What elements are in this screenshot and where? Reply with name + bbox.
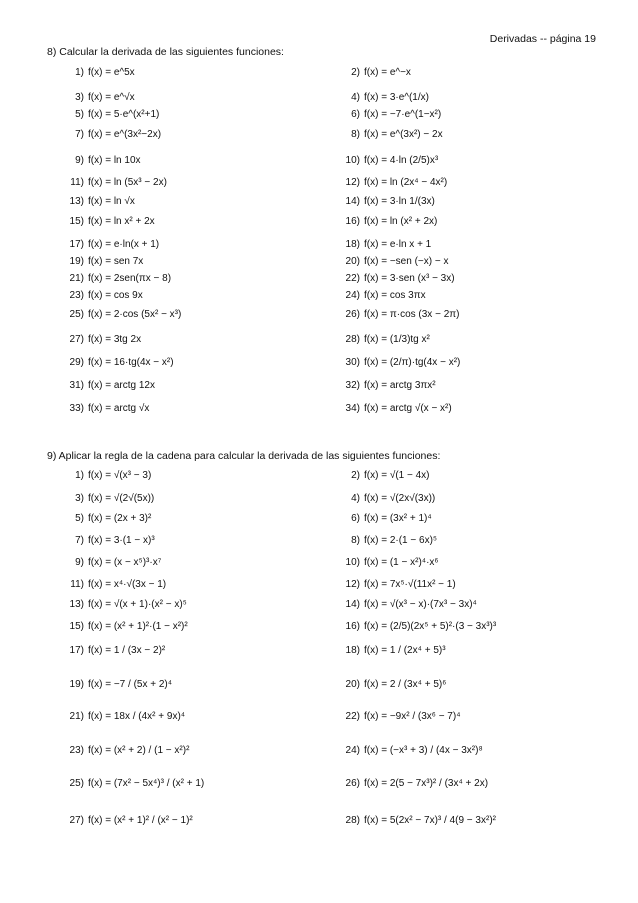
exercise-expression: f(x) = 2 / (3x⁴ + 5)⁶: [364, 679, 447, 690]
exercise-number: 6): [351, 513, 360, 524]
exercise-expression: f(x) = e·ln(x + 1): [88, 239, 160, 250]
exercise-item: [62, 273, 171, 285]
exercise-expression: f(x) = ln 10x: [88, 155, 141, 166]
exercise-item: [340, 239, 431, 251]
exercise-item: [340, 579, 456, 591]
exercise-expression: f(x) = (x² + 2) / (1 − x²)²: [88, 745, 190, 756]
exercise-number: 30): [345, 357, 360, 368]
exercise-item: [340, 645, 446, 657]
exercise-number: 16): [345, 216, 360, 227]
exercise-item: [62, 493, 154, 505]
exercise-number: 1): [75, 67, 84, 78]
exercise-expression: f(x) = −sen (−x) − x: [364, 256, 449, 267]
exercise-item: [340, 535, 437, 547]
exercise-item: [340, 273, 455, 285]
exercise-expression: f(x) = √(1 − 4x): [364, 470, 430, 481]
exercise-item: [62, 579, 166, 591]
exercise-item: [340, 67, 411, 79]
exercise-item: [340, 129, 443, 141]
exercise-number: 15): [69, 216, 84, 227]
exercise-expression: f(x) = 1 / (2x⁴ + 5)³: [364, 645, 446, 656]
exercise-number: 5): [75, 109, 84, 120]
exercise-item: [62, 513, 151, 525]
exercise-expression: f(x) = 7x⁵·√(11x² − 1): [364, 579, 456, 590]
exercise-expression: f(x) = 2·cos (5x² − x³): [88, 309, 182, 320]
exercise-expression: f(x) = (x − x⁵)³·x⁷: [88, 557, 162, 568]
exercise-item: [340, 621, 496, 633]
exercise-item: [340, 403, 452, 415]
exercise-number: 6): [351, 109, 360, 120]
exercise-expression: f(x) = ln x² + 2x: [88, 216, 155, 227]
exercise-expression: f(x) = −7·e^(1−x²): [364, 109, 442, 120]
exercise-number: 22): [345, 711, 360, 722]
exercise-expression: f(x) = (x² + 1)²·(1 − x²)²: [88, 621, 188, 632]
exercise-item: [62, 778, 204, 790]
exercise-expression: f(x) = 2(5 − 7x³)² / (3x⁴ + 2x): [364, 778, 489, 789]
exercise-expression: f(x) = x⁴·√(3x − 1): [88, 579, 167, 590]
exercise-number: 20): [345, 256, 360, 267]
exercise-expression: f(x) = √(2√(5x)): [88, 493, 155, 504]
exercise-number: 34): [345, 403, 360, 414]
exercise-item: [62, 129, 161, 141]
exercise-expression: f(x) = 16·tg(4x − x²): [88, 357, 174, 368]
exercise-expression: f(x) = arctg 3πx²: [364, 380, 436, 391]
exercise-item: [62, 380, 155, 392]
exercise-expression: f(x) = (2/π)·tg(4x − x²): [364, 357, 461, 368]
exercise-number: 18): [345, 239, 360, 250]
exercise-number: 19): [69, 679, 84, 690]
exercise-number: 11): [70, 177, 84, 188]
exercise-expression: f(x) = e^√x: [88, 92, 135, 103]
exercise-item: [62, 290, 143, 302]
exercise-item: [340, 711, 461, 723]
exercise-expression: f(x) = 18x / (4x² + 9x)⁴: [88, 711, 186, 722]
exercise-number: 13): [69, 599, 84, 610]
exercise-expression: f(x) = 5·e^(x²+1): [88, 109, 160, 120]
exercise-expression: f(x) = arctg 12x: [88, 380, 155, 391]
exercise-number: 29): [69, 357, 84, 368]
exercise-number: 33): [69, 403, 84, 414]
exercise-item: [62, 403, 149, 415]
exercise-expression: f(x) = ln (x² + 2x): [364, 216, 438, 227]
exercise-expression: f(x) = e^(3x²) − 2x: [364, 129, 443, 140]
exercise-number: 8): [351, 535, 360, 546]
exercise-number: 11): [70, 579, 84, 590]
exercise-number: 19): [69, 256, 84, 267]
exercise-expression: f(x) = (1 − x²)⁴·x⁶: [364, 557, 439, 568]
exercise-item: [62, 196, 135, 208]
exercise-expression: f(x) = ln (5x³ − 2x): [88, 177, 167, 188]
exercise-number: 16): [345, 621, 360, 632]
exercise-number: 31): [69, 380, 84, 391]
exercise-item: [340, 380, 436, 392]
exercise-item: [340, 290, 426, 302]
exercise-item: [340, 557, 439, 569]
exercise-item: [62, 109, 159, 121]
exercise-number: 20): [345, 679, 360, 690]
exercise-number: 14): [345, 196, 360, 207]
exercise-item: [340, 815, 496, 827]
exercise-expression: f(x) = 3tg 2x: [88, 334, 142, 345]
exercise-item: [62, 679, 172, 691]
exercise-number: 8): [351, 129, 360, 140]
exercise-item: [62, 621, 188, 633]
exercise-item: [340, 513, 432, 525]
exercise-number: 24): [345, 290, 360, 301]
exercise-number: 2): [351, 470, 360, 481]
exercise-expression: f(x) = 2·(1 − 6x)⁵: [364, 535, 438, 546]
exercise-item: [340, 177, 447, 189]
exercise-item: [340, 155, 438, 167]
exercise-item: [62, 599, 187, 611]
exercise-expression: f(x) = 5(2x² − 7x)³ / 4(9 − 3x²)²: [364, 815, 496, 826]
exercise-item: [340, 256, 448, 268]
exercise-item: [62, 815, 193, 827]
exercise-item: [340, 109, 441, 121]
exercise-expression: f(x) = 1 / (3x − 2)²: [88, 645, 166, 656]
exercise-number: 32): [345, 380, 360, 391]
exercise-number: 28): [345, 815, 360, 826]
exercise-expression: f(x) = e^−x: [364, 67, 411, 78]
exercise-number: 21): [69, 273, 84, 284]
exercise-item: [340, 778, 488, 790]
exercise-item: [340, 679, 446, 691]
exercise-expression: f(x) = (3x² + 1)⁴: [364, 513, 432, 524]
exercise-number: 3): [75, 92, 84, 103]
section-8-title: 8) Calcular la derivada de las siguientes funciones:: [47, 46, 284, 58]
exercise-item: [340, 216, 437, 228]
exercise-number: 12): [345, 177, 360, 188]
exercise-item: [340, 309, 459, 321]
exercise-item: [340, 470, 430, 482]
exercise-expression: f(x) = 2sen(πx − 8): [88, 273, 172, 284]
exercise-item: [340, 92, 429, 104]
exercise-item: [340, 493, 435, 505]
exercise-item: [62, 357, 174, 369]
exercise-expression: f(x) = √(x + 1)·(x² − x)⁵: [88, 599, 187, 610]
exercise-expression: f(x) = e^5x: [88, 67, 135, 78]
exercise-number: 2): [351, 67, 360, 78]
exercise-item: [340, 357, 460, 369]
exercise-item: [340, 196, 435, 208]
exercise-expression: f(x) = √(x³ − x)·(7x³ − 3x)⁴: [364, 599, 477, 610]
exercise-item: [62, 557, 161, 569]
exercise-number: 28): [345, 334, 360, 345]
exercise-expression: f(x) = (2x + 3)²: [88, 513, 152, 524]
exercise-expression: f(x) = ln √x: [88, 196, 135, 207]
exercise-number: 12): [345, 579, 360, 590]
exercise-number: 25): [69, 309, 84, 320]
exercise-number: 10): [345, 557, 360, 568]
exercise-expression: f(x) = e^(3x²−2x): [88, 129, 162, 140]
exercise-number: 17): [69, 239, 84, 250]
exercise-item: [62, 309, 181, 321]
exercise-item: [62, 256, 143, 268]
exercise-expression: f(x) = cos 9x: [88, 290, 143, 301]
exercise-item: [62, 470, 151, 482]
exercise-expression: f(x) = −9x² / (3x⁶ − 7)⁴: [364, 711, 461, 722]
exercise-number: 23): [69, 290, 84, 301]
exercise-expression: f(x) = −7 / (5x + 2)⁴: [88, 679, 173, 690]
exercise-item: [62, 155, 141, 167]
section-9-title: 9) Aplicar la regla de la cadena para calcular la derivada de las siguientes funciones:: [47, 450, 441, 462]
exercise-item: [340, 334, 430, 346]
exercise-item: [62, 239, 159, 251]
exercise-number: 25): [69, 778, 84, 789]
exercise-expression: f(x) = 3·e^(1/x): [364, 92, 429, 103]
exercise-item: [62, 645, 165, 657]
exercise-number: 27): [69, 334, 84, 345]
exercise-expression: f(x) = √(x³ − 3): [88, 470, 152, 481]
exercise-number: 1): [75, 470, 84, 481]
exercise-item: [340, 745, 483, 757]
exercise-item: [62, 334, 141, 346]
exercise-expression: f(x) = (x² + 1)² / (x² − 1)²: [88, 815, 193, 826]
exercise-item: [62, 177, 167, 189]
exercise-number: 9): [75, 155, 84, 166]
exercise-number: 15): [69, 621, 84, 632]
exercise-number: 4): [351, 493, 360, 504]
exercise-number: 7): [75, 129, 84, 140]
exercise-item: [62, 216, 155, 228]
exercise-number: 3): [75, 493, 84, 504]
exercise-number: 23): [69, 745, 84, 756]
exercise-number: 5): [75, 513, 84, 524]
exercise-number: 17): [69, 645, 84, 656]
exercise-expression: f(x) = 3·(1 − x)³: [88, 535, 155, 546]
exercise-item: [62, 745, 189, 757]
exercise-expression: f(x) = √(2x√(3x)): [364, 493, 436, 504]
exercise-expression: f(x) = 3·sen (x³ − 3x): [364, 273, 455, 284]
exercise-number: 24): [345, 745, 360, 756]
page-header: Derivadas -- página 19: [489, 33, 596, 45]
exercise-expression: f(x) = cos 3πx: [364, 290, 426, 301]
exercise-number: 21): [69, 711, 84, 722]
exercise-item: [62, 92, 135, 104]
exercise-item: [340, 599, 477, 611]
exercise-number: 14): [345, 599, 360, 610]
exercise-expression: f(x) = π·cos (3x − 2π): [364, 309, 460, 320]
exercise-number: 10): [345, 155, 360, 166]
exercise-number: 26): [345, 309, 360, 320]
exercise-number: 7): [75, 535, 84, 546]
exercise-expression: f(x) = e·ln x + 1: [364, 239, 432, 250]
exercise-number: 26): [345, 778, 360, 789]
exercise-expression: f(x) = arctg √(x − x²): [364, 403, 452, 414]
exercise-expression: f(x) = sen 7x: [88, 256, 144, 267]
exercise-number: 18): [345, 645, 360, 656]
exercise-number: 13): [69, 196, 84, 207]
exercise-number: 4): [351, 92, 360, 103]
exercise-expression: f(x) = 3·ln 1/(3x): [364, 196, 435, 207]
exercise-expression: f(x) = ln (2x⁴ − 4x²): [364, 177, 448, 188]
exercise-expression: f(x) = arctg √x: [88, 403, 150, 414]
exercise-expression: f(x) = (7x² − 5x⁴)³ / (x² + 1): [88, 778, 205, 789]
exercise-number: 27): [69, 815, 84, 826]
exercise-item: [62, 711, 185, 723]
exercise-item: [62, 535, 155, 547]
exercise-item: [62, 67, 135, 79]
exercise-expression: f(x) = (−x³ + 3) / (4x − 3x²)⁸: [364, 745, 483, 756]
exercise-expression: f(x) = 4·ln (2/5)x³: [364, 155, 439, 166]
exercise-number: 9): [75, 557, 84, 568]
exercise-number: 22): [345, 273, 360, 284]
exercise-expression: f(x) = (2/5)(2x⁵ + 5)²·(3 − 3x³)³: [364, 621, 497, 632]
exercise-expression: f(x) = (1/3)tg x²: [364, 334, 430, 345]
